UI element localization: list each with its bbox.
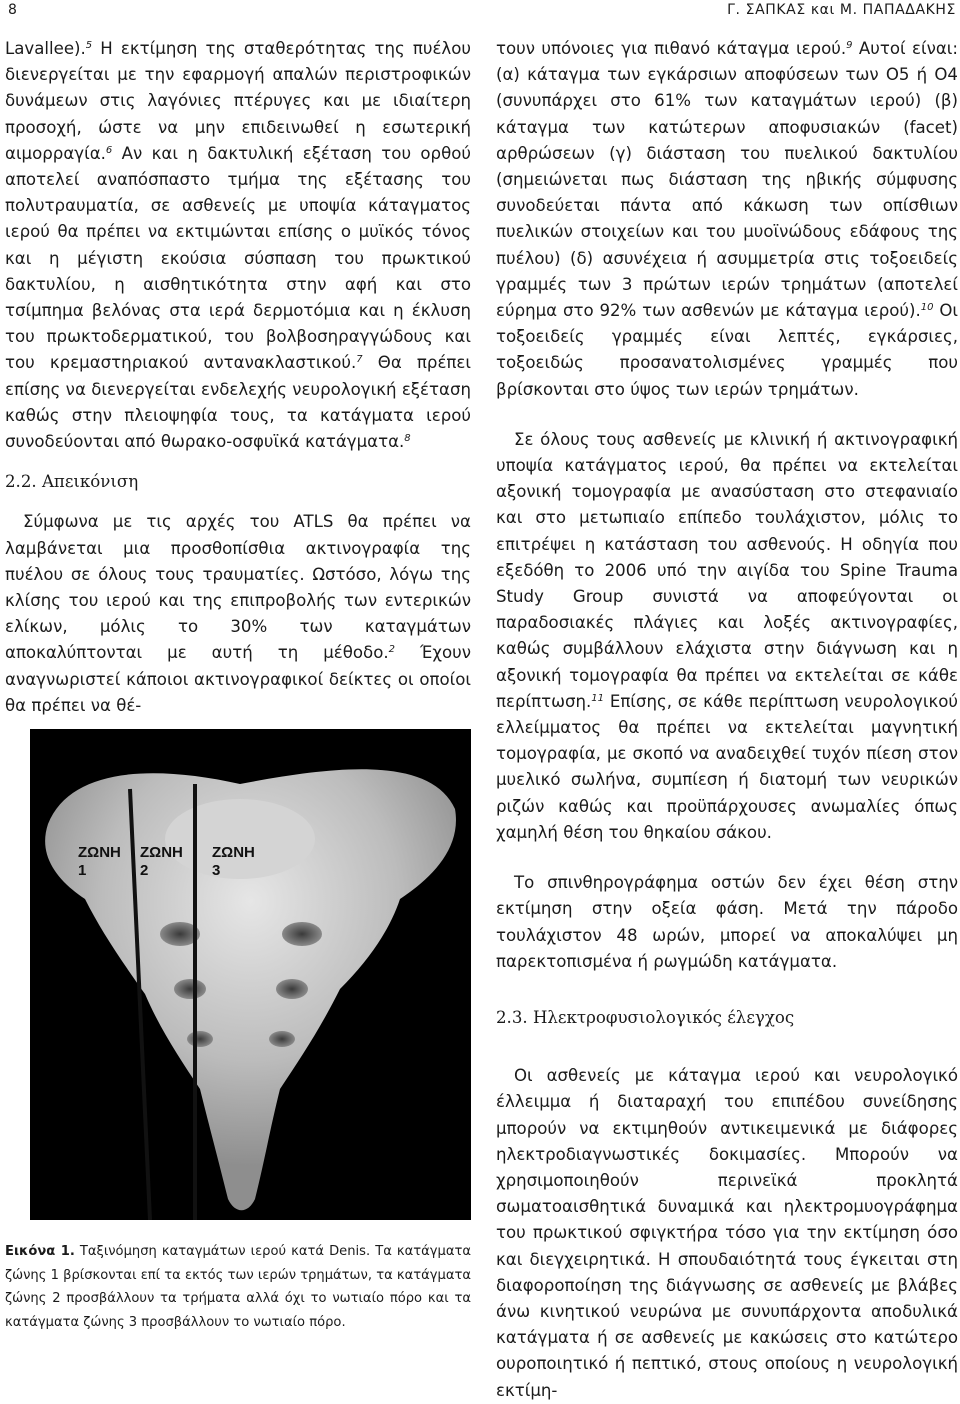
paragraph-electrophysiology: Οι ασθενείς με κάταγμα ιερού και νευρολογικό έλλειμμα ή διαταραχή του επιπέδου συνείδησης μπορούν να εκτιμηθούν αντικειμενικά με διάφορες ηλεκτροδιαγνωστικές δοκιμασίες. Μπορούν να χρησιμοποιηθούν περινεϊκά προκλητά σωματοαισθητικά δυναμικά και ηλεκτρομυογράφημα του πρωκτικού σφιγκτήρα τόσο για την εκτίμηση όσο και διεγχειρητικά. Η σπουδαιότητά τους έγκειται στη διαφοροποίηση της διάγνωσης σε ασθενείς με βλάβες άνω κινητικού νευρώνα με συνυπάρχοντα αποδυλικά κατάγματα ή σε ασθενείς με κακώσεις στο κατώτερο ουροποιητικό ή πεπτικό, στους οποίους η νευρολογική εκτίμη- — [496, 1066, 958, 1400]
foramen — [276, 979, 308, 999]
section-heading-electrophysiology: 2.3. Ηλεκτροφυσιολογικός έλεγχος — [496, 1007, 795, 1027]
caption-label: Εικόνα 1. — [5, 1244, 75, 1259]
paragraph-ct-mri: Σε όλους τους ασθενείς με κλινική ή ακτινογραφική υποψία κατάγματος ιερού, θα πρέπει να εκτελείται αξονική τομογραφία με ανασύσταση στο στεφανιαίο και στο μετωπιαίο επίπεδο τουλάχιστον, μόλις το επιτρέψει η κατάσταση του ασθενούς. Η οδηγία που εξεδόθη το 2006 υπό την αιγίδα του Spine Trauma Study Group συνιστά να αποφεύγονται οι παραδοσιακές πλάγιες και λοξές ακτινογραφίες, καθώς συμβάλλουν ελάχιστα στην διάγνωση και η αξονική τομογραφία θα πρέπει να εκτελείται σε κάθε περίπτωση.$^{11}$ Επίσης, σε κάθε περίπτωση νευρολογικού ελλείμματος θα πρέπει να εκτελείται μαγνητική τομογραφία, με σκοπό να αναδειχθεί τυχόν πίεση στον μυελικό σωλήνα, συμπίεση ή διατομή των νευρικών ριζών καθώς και προϋπάρχουσες ανωμαλίες όπως χαμηλή θέση του θηκαίου σάκου. — [496, 429, 958, 842]
foramen — [269, 1031, 295, 1047]
left-column — [5, 36, 471, 719]
sacrum-figure — [30, 729, 471, 1220]
foramen — [174, 979, 206, 999]
paragraph-imaging: Σύμφωνα με τις αρχές του ATLS θα πρέπει να λαμβάνεται μια προσθοπίσθια ακτινογραφία της πυέλου σε όλους τους τραυματίες. Ωστόσο, λόγω της κλίσης του ιερού και της επιπροβολής των εντερικών ελίκων, μόλις το 30% των καταγμάτων αποκαλύπτονται με αυτή τη μέθοδο.$^2$ Έχουν αναγνωριστεί κάποιοι ακτινογραφικοί δείκτες οι οποίοι θα πρέπει να θέ- — [5, 512, 471, 715]
sacrum-zones-image — [30, 729, 471, 1220]
citation: 2 — [388, 644, 396, 656]
right-column — [496, 36, 958, 1404]
zone-number: 2 — [140, 862, 149, 879]
foramen — [187, 1031, 213, 1047]
page-header — [0, 0, 960, 22]
paragraph-radiographic-signs: τουν υπόνοιες για πιθανό κάταγμα ιερού.$^9$ Αυτοί είναι: (α) κάταγμα των εγκάρσιων αποφύσεων των Ο5 ή Ο4 (συνυπάρχει στο 61% των καταγμάτων ιερού) (β) κάταγμα των κατώτερων αποφυσιακών (facet) αρθρώσεων (γ) διάσταση του πυελικού δακτυλίου (σημειώνεται πως διάσταση της ηβικής σύμφυσης συνοδεύεται πάντα από κάκωση των οπίσθιων πυελικών στοιχείων και του μυοϊνώδους εδάφους της πυέλου) (δ) ασυνέχεια ή ασυμμετρία στις τοξοειδείς γραμμές των 3 πρώτων ιερών τρημάτων (αποτελεί εύρημα στο 92% των ασθενών με κάταγμα ιερού).$^{10}$ Οι τοξοειδείς γραμμές είναι λεπτές, εγκάρσιες, τοξοειδώς προσανατολισμένες γραμμές που βρίσκονται στο ύψος των ιερών τρημάτων. — [496, 39, 959, 399]
running-title: Γ. ΣΑΠΚΑΣ και Μ. ΠΑΠΑΔΑΚΗΣ — [727, 2, 956, 18]
zone-label: ΖΩΝΗ — [78, 844, 121, 861]
page-number: 8 — [8, 2, 17, 18]
paragraph-bone-scan: Το σπινθηρογράφημα οστών δεν έχει θέση στην εκτίμηση στην οξεία φάση. Μετά την πάροδο τουλάχιστον 48 ωρών, μπορεί να αποκαλύψει μη παρεκτοπισμένα ή ρωγμώδη κατάγματα. — [496, 873, 958, 971]
citation: 8 — [404, 433, 411, 445]
zone-number: 1 — [78, 862, 87, 879]
citation: 6 — [105, 144, 113, 156]
zone-label: ΖΩΝΗ — [212, 844, 255, 861]
citation: 5 — [85, 40, 93, 51]
paragraph-clinical-exam: Lavallee).$^5$ Η εκτίμηση της σταθερότητας της πυέλου διενεργείται με την εφαρμογή απαλών περιστροφικών δυνάμεων στις λαγόνιες πτέρυγες και με ιδιαίτερη προσοχή, ώστε να μην επιδεινωθεί η εσωτερική αιμορραγία.$^6$ Αν και η δακτυλική εξέταση του ορθού αποτελεί αναπόσπαστο τμήμα της εξέτασης του πολυτραυματία, σε ασθενείς με υποψία κάταγματος ιερού θα πρέπει να εκτιμώνται επίσης ο μυϊκός τόνος και η μέγιστη εκούσια σύσπαση του πρωκτικού δακτυλίου, η αισθητικότητα στην αφή και στο τσίμπημα βελόνας στα ιερά δερμοτόμια και η έκλυση του πρωκτοδερματικού, του βολβοσηραγγώδους και του κρεμαστηριακού αντανακλαστικού.$^7$ Θα πρέπει επίσης να διενεργείται ενδελεχής νευρολογική εξέταση καθώς στην πλειοψηφία τους, τα κατάγματα ιερού συνοδεύονται από θωρακο-οσφυϊκά κατάγματα.$^8$ — [5, 39, 471, 452]
citation: 10 — [920, 302, 934, 314]
citation: 9 — [846, 40, 853, 51]
zone-label: ΖΩΝΗ — [140, 844, 183, 861]
section-heading-imaging: 2.2. Απεικόνιση — [5, 472, 139, 492]
foramen — [282, 922, 322, 946]
zone-number: 3 — [212, 862, 221, 879]
citation: 11 — [591, 692, 605, 704]
sacral-canal — [165, 799, 315, 879]
figure-caption — [5, 1240, 471, 1334]
citation: 7 — [356, 354, 363, 366]
caption-text: Ταξινόμηση καταγμάτων ιερού κατά Denis. Τα κατάγματα ζώνης 1 βρίσκονται επί τα εκτός των ιερών τρημάτων, τα κατάγματα ζώνης 2 προσβάλλουν τα τρήματα αλλά όχι το νωτιαίο πόρο και τα κατάγματα ζώνης 3 προσβάλλουν το νωτιαίο πόρο. — [5, 1244, 471, 1330]
